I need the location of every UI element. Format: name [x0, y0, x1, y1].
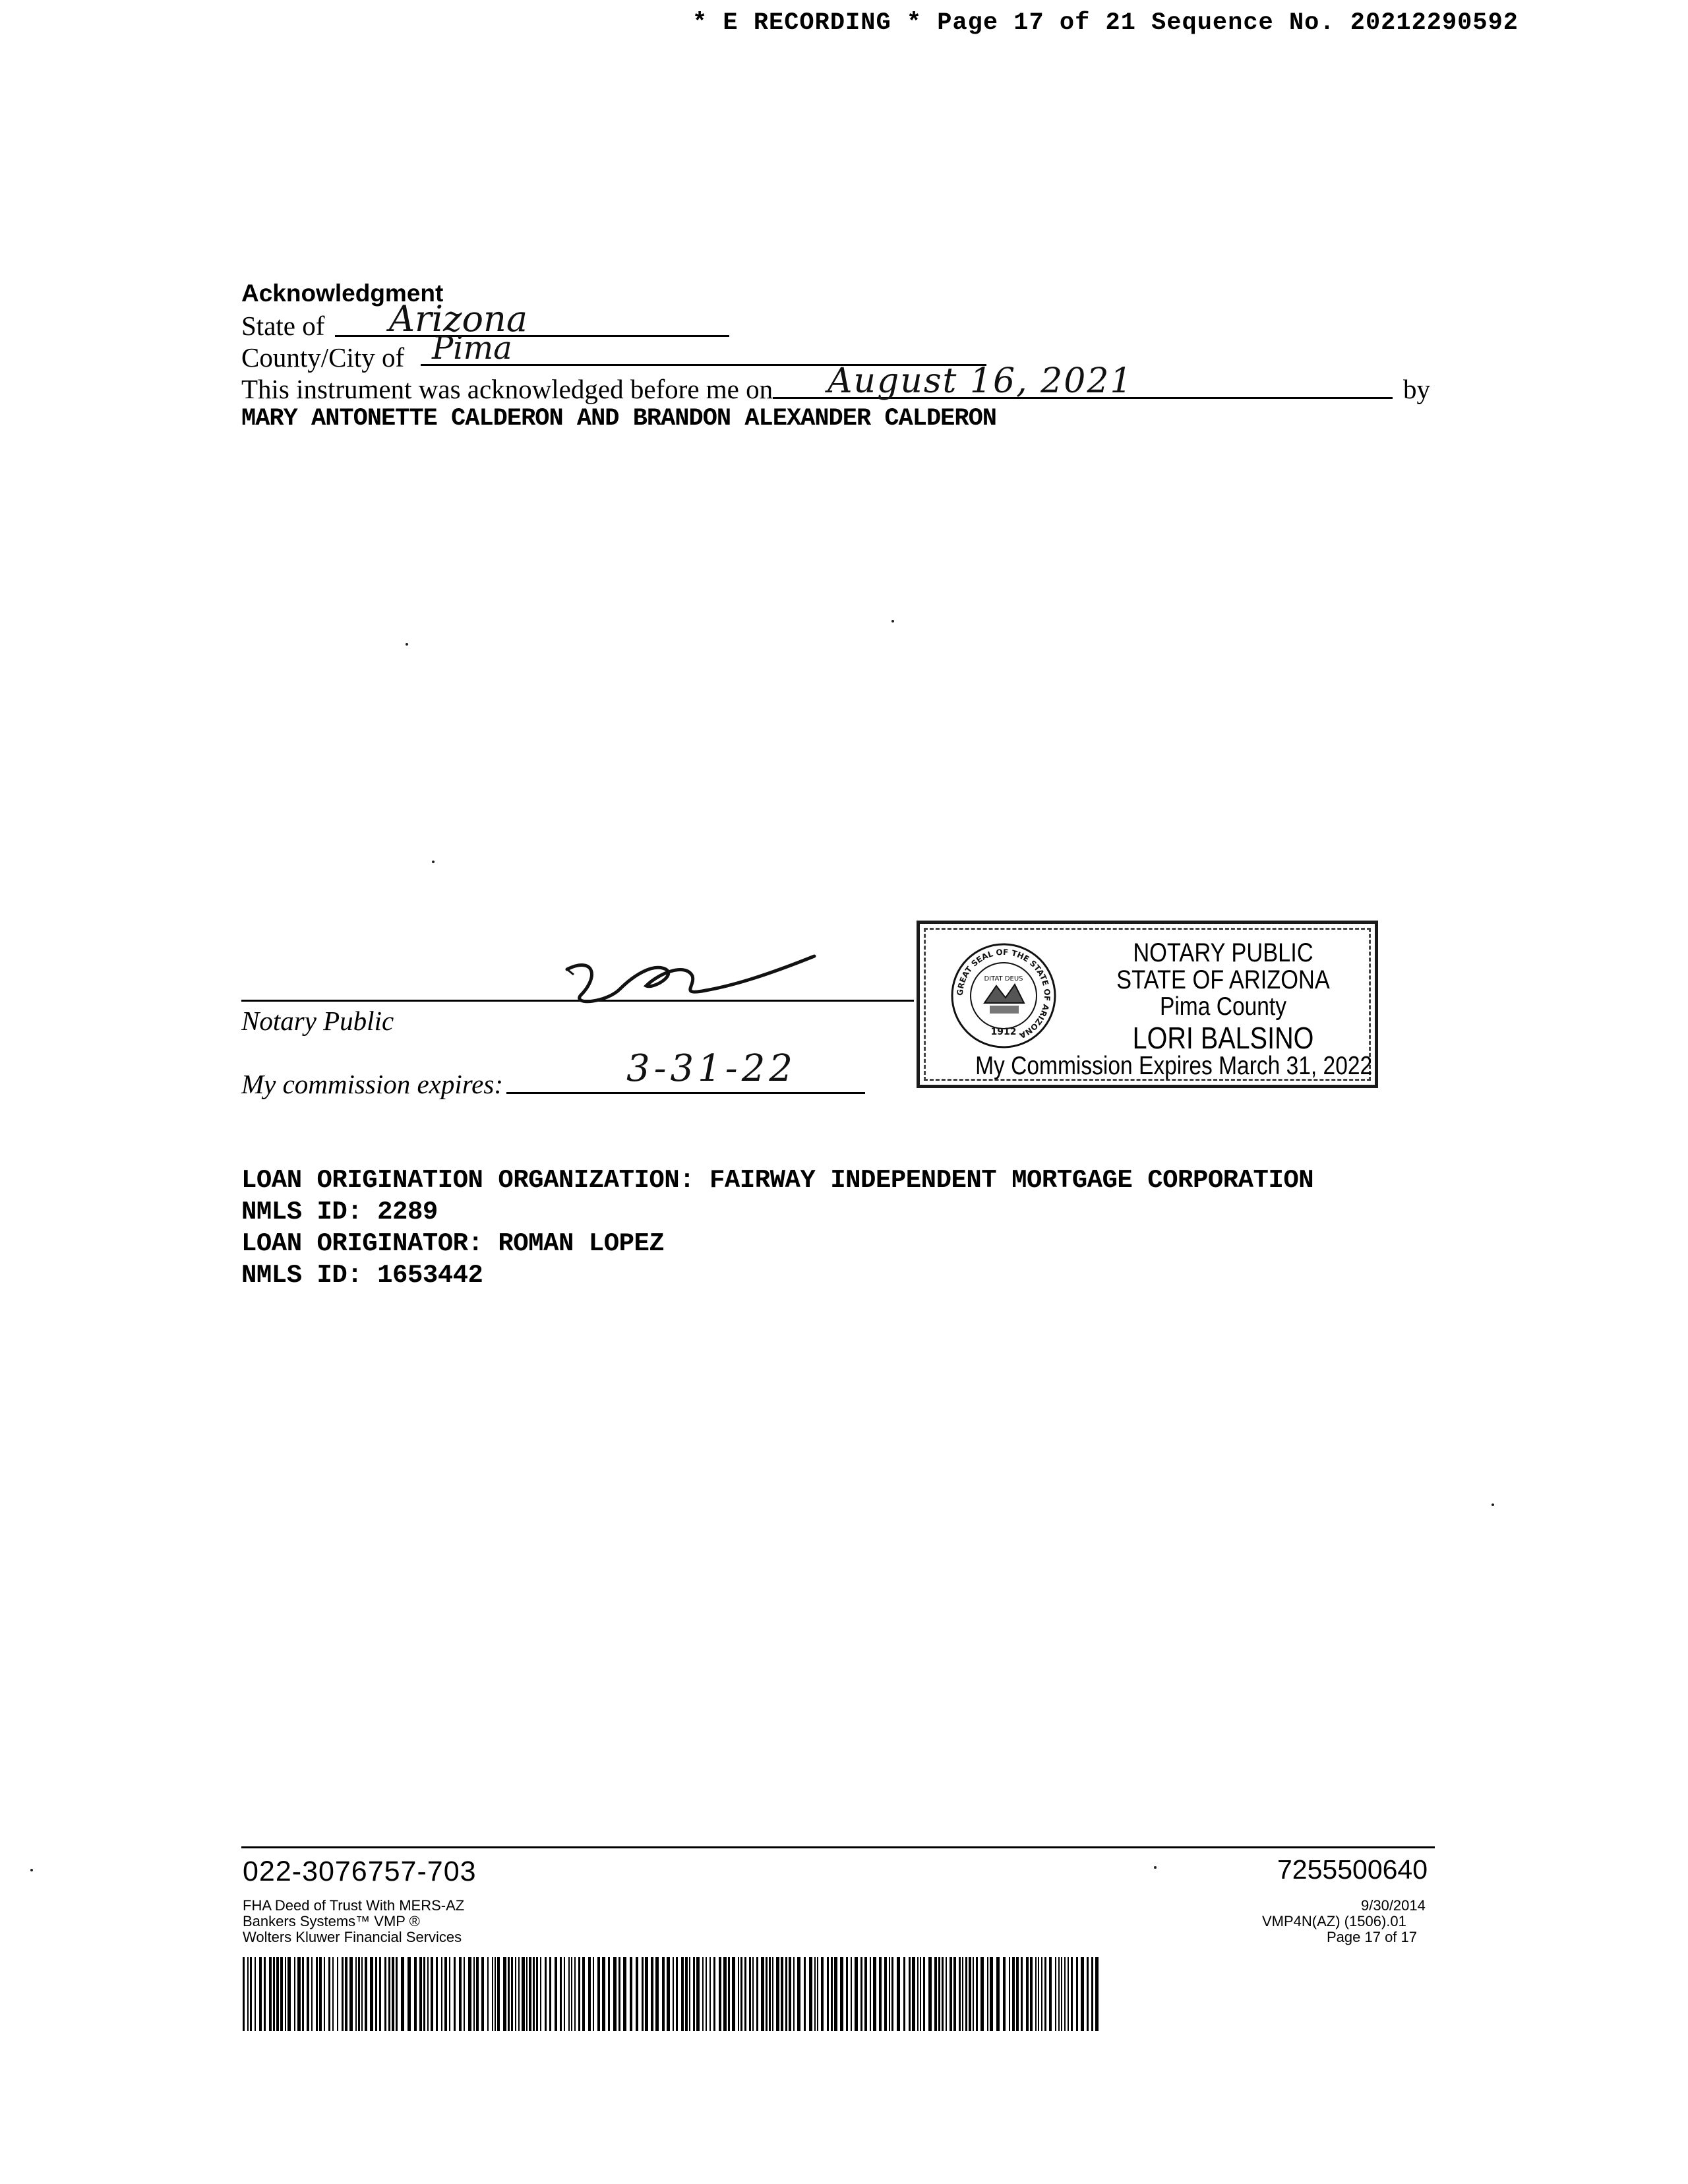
barcode-bar: [370, 1957, 373, 2031]
barcode-bar: [797, 1957, 800, 2031]
barcode-bar: [870, 1957, 871, 2031]
barcode-bar: [696, 1957, 700, 2031]
barcode-bar: [744, 1957, 746, 2031]
barcode-bar: [923, 1957, 925, 2031]
barcode-bar: [1041, 1957, 1042, 2031]
barcode-bar: [996, 1957, 1000, 2031]
barcode-bar: [379, 1957, 381, 2031]
barcode-bar: [511, 1957, 513, 2031]
barcode-bar: [487, 1957, 489, 2031]
barcode-bar: [706, 1957, 707, 2031]
barcode-bar: [987, 1957, 988, 2031]
barcode-bar: [903, 1957, 905, 2031]
barcode-bar: [749, 1957, 751, 2031]
barcode-bar: [473, 1957, 475, 2031]
barcode-bar: [732, 1957, 735, 2031]
scan-speck: [1492, 1503, 1494, 1506]
revision-date: 9/30/2014: [1361, 1897, 1426, 1914]
barcode-bar: [255, 1957, 256, 2031]
barcode-bar: [526, 1957, 528, 2031]
barcode-bar: [1064, 1957, 1066, 2031]
barcode-bar: [1055, 1957, 1056, 2031]
barcode-bar: [685, 1957, 688, 2031]
barcode-bar: [840, 1957, 843, 2031]
barcode-bar: [549, 1957, 551, 2031]
barcode-bar: [423, 1957, 425, 2031]
barcode-bar: [582, 1957, 585, 2031]
barcode-bar: [1081, 1957, 1084, 2031]
barcode-bar: [407, 1957, 411, 2031]
barcode-bar: [419, 1957, 422, 2031]
state-seal-icon: [950, 942, 1057, 1049]
barcode-bar: [821, 1957, 824, 2031]
barcode-bar: [529, 1957, 531, 2031]
barcode-bar: [441, 1957, 442, 2031]
form-vendor: Bankers Systems™ VMP ®: [243, 1913, 420, 1929]
county-handwritten: Pima: [432, 330, 512, 367]
barcode-bar: [1049, 1957, 1052, 2031]
barcode-bar: [789, 1957, 791, 2031]
barcode-bar: [969, 1957, 971, 2031]
commission-expires-handwritten: 3-31-22: [626, 1047, 797, 1090]
barcode-bar: [324, 1957, 325, 2031]
state-handwritten: Arizona: [389, 298, 528, 340]
barcode-bar: [738, 1957, 739, 2031]
barcode-bar: [1003, 1957, 1006, 2031]
barcode-bar: [752, 1957, 754, 2031]
barcode-bar: [578, 1957, 580, 2031]
barcode-bar: [884, 1957, 887, 2031]
barcode-bar: [962, 1957, 963, 2031]
barcode-bar: [503, 1957, 506, 2031]
barcode-bar: [515, 1957, 516, 2031]
barcode-bar: [973, 1957, 974, 2031]
barcode-bar: [781, 1957, 783, 2031]
barcode-bar: [375, 1957, 377, 2031]
barcode-bar: [1038, 1957, 1039, 2031]
barcode-bar: [384, 1957, 386, 2031]
barcode-bar: [302, 1957, 304, 2031]
barcode-bar: [1035, 1957, 1037, 2031]
acknowledgment-title: Acknowledgment: [241, 280, 444, 307]
barcode-bar: [655, 1957, 659, 2031]
barcode-bar: [630, 1957, 632, 2031]
barcode-bar: [804, 1957, 806, 2031]
barcode-bar: [889, 1957, 890, 2031]
barcode-bar: [702, 1957, 704, 2031]
barcode-bar: [831, 1957, 833, 2031]
barcode-bar: [873, 1957, 876, 2031]
barcode-bar: [681, 1957, 684, 2031]
barcode-bar: [673, 1957, 674, 2031]
barcode-bar: [1061, 1957, 1062, 2031]
barcode-bar: [827, 1957, 829, 2031]
barcode-bar: [361, 1957, 363, 2031]
barcode-bar: [449, 1957, 450, 2031]
barcode-bar: [276, 1957, 279, 2031]
barcode-bar: [934, 1957, 937, 2031]
barcode-bar: [834, 1957, 837, 2031]
scan-speck: [30, 1869, 33, 1871]
barcode-bar: [623, 1957, 626, 2031]
barcode-bar: [476, 1957, 479, 2031]
barcode-bar: [297, 1957, 301, 2031]
barcode-bar: [912, 1957, 915, 2031]
barcode-bar: [713, 1957, 715, 2031]
footer-rule: [241, 1846, 1435, 1848]
by-label: by: [1403, 374, 1430, 404]
loan-origination-org: LOAN ORIGINATION ORGANIZATION: FAIRWAY INDEPENDENT MORTGAGE CORPORATION: [241, 1166, 1314, 1195]
stamp-notary-name: LORI BALSINO: [1132, 1021, 1314, 1055]
barcode-bar: [1095, 1957, 1099, 2031]
barcode-bar: [793, 1957, 795, 2031]
barcode-bar: [965, 1957, 967, 2031]
barcode-bar: [740, 1957, 742, 2031]
barcode-bar: [264, 1957, 266, 2031]
barcode-bar: [588, 1957, 591, 2031]
barcode-bar: [959, 1957, 961, 2031]
signers-names: MARY ANTONETTE CALDERON AND BRANDON ALEXANDER CALDERON: [241, 405, 996, 433]
barcode-bar: [247, 1957, 249, 2031]
barcode-bar: [427, 1957, 429, 2031]
barcode-bar: [574, 1957, 576, 2031]
stamp-title: NOTARY PUBLIC: [1133, 938, 1313, 967]
barcode-bar: [990, 1957, 993, 2031]
barcode-bar: [332, 1957, 334, 2031]
scan-speck: [891, 620, 894, 622]
barcode-bar: [311, 1957, 313, 2031]
barcode-bar: [280, 1957, 283, 2031]
barcode-bar: [568, 1957, 570, 2031]
barcode-bar: [645, 1957, 648, 2031]
barcode-bar: [879, 1957, 882, 2031]
barcode-bar: [495, 1957, 496, 2031]
barcode-bar: [1068, 1957, 1069, 2031]
recording-header: * E RECORDING * Page 17 of 21 Sequence No. 20212290592: [692, 9, 1519, 37]
barcode-bar: [492, 1957, 493, 2031]
barcode-bar: [676, 1957, 678, 2031]
barcode-bar: [518, 1957, 520, 2031]
barcode-bar: [337, 1957, 338, 2031]
barcode-bar: [920, 1957, 921, 2031]
barcode-bar: [388, 1957, 390, 2031]
barcode-bar: [414, 1957, 417, 2031]
form-name: FHA Deed of Trust With MERS-AZ: [243, 1897, 465, 1914]
notary-stamp: [917, 921, 1378, 1088]
barcode-bar: [294, 1957, 295, 2031]
barcode-bar: [1087, 1957, 1089, 2031]
revision-code: VMP4N(AZ) (1506).01: [1262, 1913, 1406, 1929]
barcode: [243, 1957, 1104, 2031]
barcode-bar: [602, 1957, 605, 2031]
barcode-bar: [651, 1957, 653, 2031]
barcode-bar: [1026, 1957, 1029, 2031]
barcode-bar: [642, 1957, 644, 2031]
county-label: County/City of: [241, 342, 405, 373]
stamp-state: STATE OF ARIZONA: [1116, 965, 1330, 994]
barcode-bar: [766, 1957, 768, 2031]
barcode-bar: [938, 1957, 940, 2031]
reference-number: 7255500640: [1277, 1854, 1428, 1885]
barcode-bar: [909, 1957, 911, 2031]
barcode-bar: [431, 1957, 433, 2031]
barcode-bar: [533, 1957, 535, 2031]
barcode-bar: [396, 1957, 398, 2031]
barcode-bar: [259, 1957, 262, 2031]
barcode-bar: [1058, 1957, 1060, 2031]
seal-year: 1912: [990, 1027, 1017, 1037]
barcode-bar: [454, 1957, 456, 2031]
notary-signature: [554, 950, 831, 1016]
barcode-bar: [436, 1957, 438, 2031]
scan-speck: [1154, 1866, 1157, 1869]
barcode-bar: [618, 1957, 620, 2031]
barcode-bar: [1012, 1957, 1015, 2031]
barcode-bar: [817, 1957, 818, 2031]
barcode-bar: [287, 1957, 291, 2031]
barcode-bar: [307, 1957, 309, 2031]
barcode-bar: [342, 1957, 344, 2031]
barcode-bar: [1076, 1957, 1078, 2031]
barcode-bar: [1030, 1957, 1033, 2031]
barcode-bar: [772, 1957, 773, 2031]
barcode-bar: [560, 1957, 562, 2031]
barcode-bar: [693, 1957, 695, 2031]
loan-number: 022-3076757-703: [243, 1856, 477, 1887]
barcode-bar: [785, 1957, 787, 2031]
seal-motto: DITAT DEUS: [984, 975, 1023, 983]
barcode-bar: [1091, 1957, 1093, 2031]
notary-public-label: Notary Public: [241, 1006, 394, 1036]
barcode-bar: [776, 1957, 779, 2031]
barcode-bar: [358, 1957, 360, 2031]
barcode-bar: [365, 1957, 367, 2031]
barcode-bar: [689, 1957, 690, 2031]
barcode-bar: [613, 1957, 617, 2031]
barcode-bar: [814, 1957, 816, 2031]
barcode-bar: [1071, 1957, 1073, 2031]
barcode-bar: [1044, 1957, 1046, 2031]
barcode-bar: [608, 1957, 610, 2031]
barcode-bar: [597, 1957, 600, 2031]
acknowledged-label: This instrument was acknowledged before me on: [241, 374, 773, 404]
form-publisher: Wolters Kluwer Financial Services: [243, 1929, 462, 1945]
barcode-bar: [855, 1957, 858, 2031]
barcode-bar: [464, 1957, 465, 2031]
barcode-bar: [392, 1957, 394, 2031]
barcode-bar: [667, 1957, 670, 2031]
barcode-bar: [761, 1957, 764, 2031]
barcode-bar: [401, 1957, 404, 2031]
barcode-bar: [719, 1957, 721, 2031]
barcode-bar: [891, 1957, 893, 2031]
barcode-bar: [497, 1957, 500, 2031]
barcode-bar: [950, 1957, 952, 2031]
stamp-county: Pima County: [1159, 992, 1286, 1021]
seal-ring-text: GREAT SEAL OF THE STATE OF ARIZONA: [955, 947, 1052, 1041]
barcode-bar: [723, 1957, 727, 2031]
barcode-bar: [851, 1957, 852, 2031]
barcode-bar: [328, 1957, 330, 2031]
barcode-bar: [662, 1957, 665, 2031]
barcode-bar: [269, 1957, 272, 2031]
barcode-bar: [250, 1957, 252, 2031]
barcode-bar: [522, 1957, 525, 2031]
barcode-bar: [319, 1957, 322, 2031]
stamp-commission-expiry: My Commission Expires March 31, 2022: [975, 1052, 1373, 1080]
barcode-bar: [273, 1957, 275, 2031]
barcode-bar: [809, 1957, 812, 2031]
barcode-bar: [860, 1957, 862, 2031]
barcode-bar: [980, 1957, 984, 2031]
barcode-bar: [1016, 1957, 1019, 2031]
barcode-bar: [345, 1957, 347, 2031]
barcode-bar: [349, 1957, 353, 2031]
originator-nmls-id: NMLS ID: 1653442: [241, 1261, 483, 1290]
barcode-bar: [481, 1957, 484, 2031]
barcode-bar: [285, 1957, 286, 2031]
barcode-bar: [953, 1957, 956, 2031]
commission-underline: [506, 1092, 865, 1094]
date-handwritten: August 16, 2021: [828, 361, 1133, 401]
commission-expires-label: My commission expires:: [241, 1069, 503, 1099]
barcode-bar: [928, 1957, 932, 2031]
barcode-bar: [846, 1957, 848, 2031]
barcode-bar: [728, 1957, 730, 2031]
barcode-bar: [468, 1957, 471, 2031]
barcode-bar: [545, 1957, 547, 2031]
barcode-bar: [540, 1957, 541, 2031]
barcode-bar: [709, 1957, 711, 2031]
barcode-bar: [571, 1957, 572, 2031]
barcode-bar: [942, 1957, 944, 2031]
barcode-bar: [355, 1957, 357, 2031]
page-number: Page 17 of 17: [1327, 1929, 1418, 1945]
barcode-bar: [444, 1957, 447, 2031]
barcode-bar: [593, 1957, 594, 2031]
barcode-bar: [976, 1957, 978, 2031]
barcode-bar: [243, 1957, 245, 2031]
barcode-bar: [508, 1957, 510, 2031]
barcode-bar: [564, 1957, 565, 2031]
barcode-bar: [917, 1957, 919, 2031]
barcode-bar: [897, 1957, 900, 2031]
barcode-bar: [864, 1957, 867, 2031]
scan-speck: [406, 643, 408, 646]
barcode-bar: [756, 1957, 758, 2031]
barcode-bar: [459, 1957, 462, 2031]
barcode-bar: [636, 1957, 638, 2031]
barcode-bar: [536, 1957, 538, 2031]
loan-originator: LOAN ORIGINATOR: ROMAN LOPEZ: [241, 1229, 665, 1258]
state-label: State of: [241, 311, 325, 341]
barcode-bar: [946, 1957, 947, 2031]
barcode-bar: [1021, 1957, 1023, 2031]
barcode-bar: [555, 1957, 557, 2031]
barcode-bar: [1009, 1957, 1010, 2031]
barcode-bar: [316, 1957, 318, 2031]
scan-speck: [432, 861, 435, 863]
barcode-bar: [769, 1957, 771, 2031]
org-nmls-id: NMLS ID: 2289: [241, 1198, 438, 1227]
